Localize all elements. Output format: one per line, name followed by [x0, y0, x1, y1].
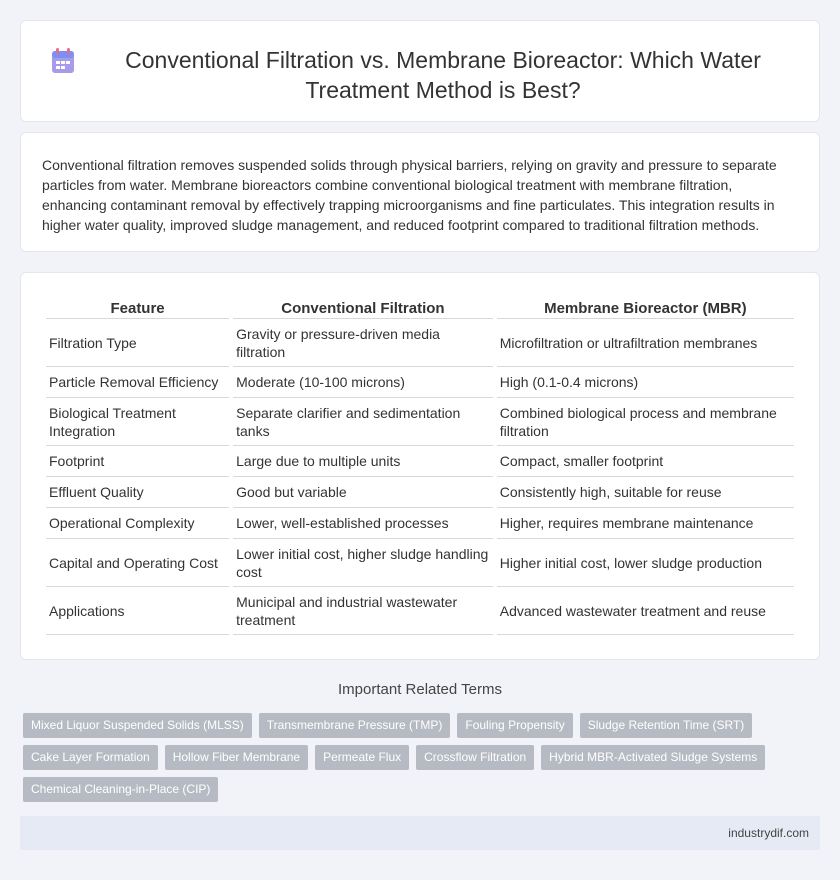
tag-hybrid-mbr[interactable]: Hybrid MBR-Activated Sludge Systems — [541, 745, 765, 770]
related-terms-tags — [23, 713, 823, 809]
tag-fouling-propensity[interactable]: Fouling Propensity — [457, 713, 572, 738]
tag-srt[interactable]: Sludge Retention Time (SRT) — [580, 713, 753, 738]
tag-crossflow[interactable]: Crossflow Filtration — [416, 745, 534, 770]
mbr-cell: Higher initial cost, lower sludge production — [497, 539, 794, 587]
footer — [20, 816, 820, 850]
intro-card — [20, 132, 820, 252]
feature-cell: Filtration Type — [46, 319, 229, 367]
feature-cell: Particle Removal Efficiency — [46, 367, 229, 398]
conventional-cell: Large due to multiple units — [233, 446, 493, 477]
table-row — [46, 319, 794, 367]
mbr-cell: Microfiltration or ultrafiltration membranes — [497, 319, 794, 367]
tag-mlss[interactable]: Mixed Liquor Suspended Solids (MLSS) — [23, 713, 252, 738]
feature-cell: Effluent Quality — [46, 477, 229, 508]
table-row — [46, 446, 794, 477]
comparison-table — [42, 295, 798, 635]
table-header-row — [46, 295, 794, 319]
tag-tmp[interactable]: Transmembrane Pressure (TMP) — [259, 713, 451, 738]
tag-hollow-fiber[interactable]: Hollow Fiber Membrane — [165, 745, 308, 770]
header-feature: Feature — [46, 295, 229, 319]
table-row — [46, 477, 794, 508]
feature-cell: Footprint — [46, 446, 229, 477]
conventional-cell: Municipal and industrial wastewater treatment — [233, 587, 493, 635]
conventional-cell: Separate clarifier and sedimentation tanks — [233, 398, 493, 446]
tag-cake-layer[interactable]: Cake Layer Formation — [23, 745, 158, 770]
table-row — [46, 367, 794, 398]
tag-permeate-flux[interactable]: Permeate Flux — [315, 745, 409, 770]
mbr-cell: Advanced wastewater treatment and reuse — [497, 587, 794, 635]
table-row — [46, 398, 794, 446]
header-conventional: Conventional Filtration — [233, 295, 493, 319]
footer-site-link[interactable]: industrydif.com — [728, 826, 809, 840]
table-row — [46, 539, 794, 587]
page-title: Conventional Filtration vs. Membrane Bioreactor: Which Water Treatment Method is Best? — [125, 47, 761, 103]
intro-paragraph: Conventional filtration removes suspended solids through physical barriers, relying on gravity and pressure to separate particles from water. Membrane bioreactors combine conventional biological treatment with membrane filtration, enhancing contaminant removal by effectively trapping microorganisms and fine particulates. This integration results in higher water quality, improved sludge management, and reduced footprint compared to traditional filtration methods. — [42, 157, 777, 233]
related-terms-heading: Important Related Terms — [338, 681, 502, 698]
feature-cell: Biological Treatment Integration — [46, 398, 229, 446]
conventional-cell: Good but variable — [233, 477, 493, 508]
feature-cell: Capital and Operating Cost — [46, 539, 229, 587]
mbr-cell: Compact, smaller footprint — [497, 446, 794, 477]
tag-cip[interactable]: Chemical Cleaning-in-Place (CIP) — [23, 777, 218, 802]
table-row — [46, 508, 794, 539]
header-mbr: Membrane Bioreactor (MBR) — [497, 295, 794, 319]
document-icon — [51, 48, 75, 74]
mbr-cell: Consistently high, suitable for reuse — [497, 477, 794, 508]
feature-cell: Operational Complexity — [46, 508, 229, 539]
conventional-cell: Lower initial cost, higher sludge handling cost — [233, 539, 493, 587]
feature-cell: Applications — [46, 587, 229, 635]
conventional-cell: Gravity or pressure-driven media filtration — [233, 319, 493, 367]
comparison-table-card — [20, 272, 820, 660]
mbr-cell: High (0.1-0.4 microns) — [497, 367, 794, 398]
mbr-cell: Combined biological process and membrane filtration — [497, 398, 794, 446]
title-card — [20, 20, 820, 122]
conventional-cell: Lower, well-established processes — [233, 508, 493, 539]
table-row — [46, 587, 794, 635]
conventional-cell: Moderate (10-100 microns) — [233, 367, 493, 398]
mbr-cell: Higher, requires membrane maintenance — [497, 508, 794, 539]
